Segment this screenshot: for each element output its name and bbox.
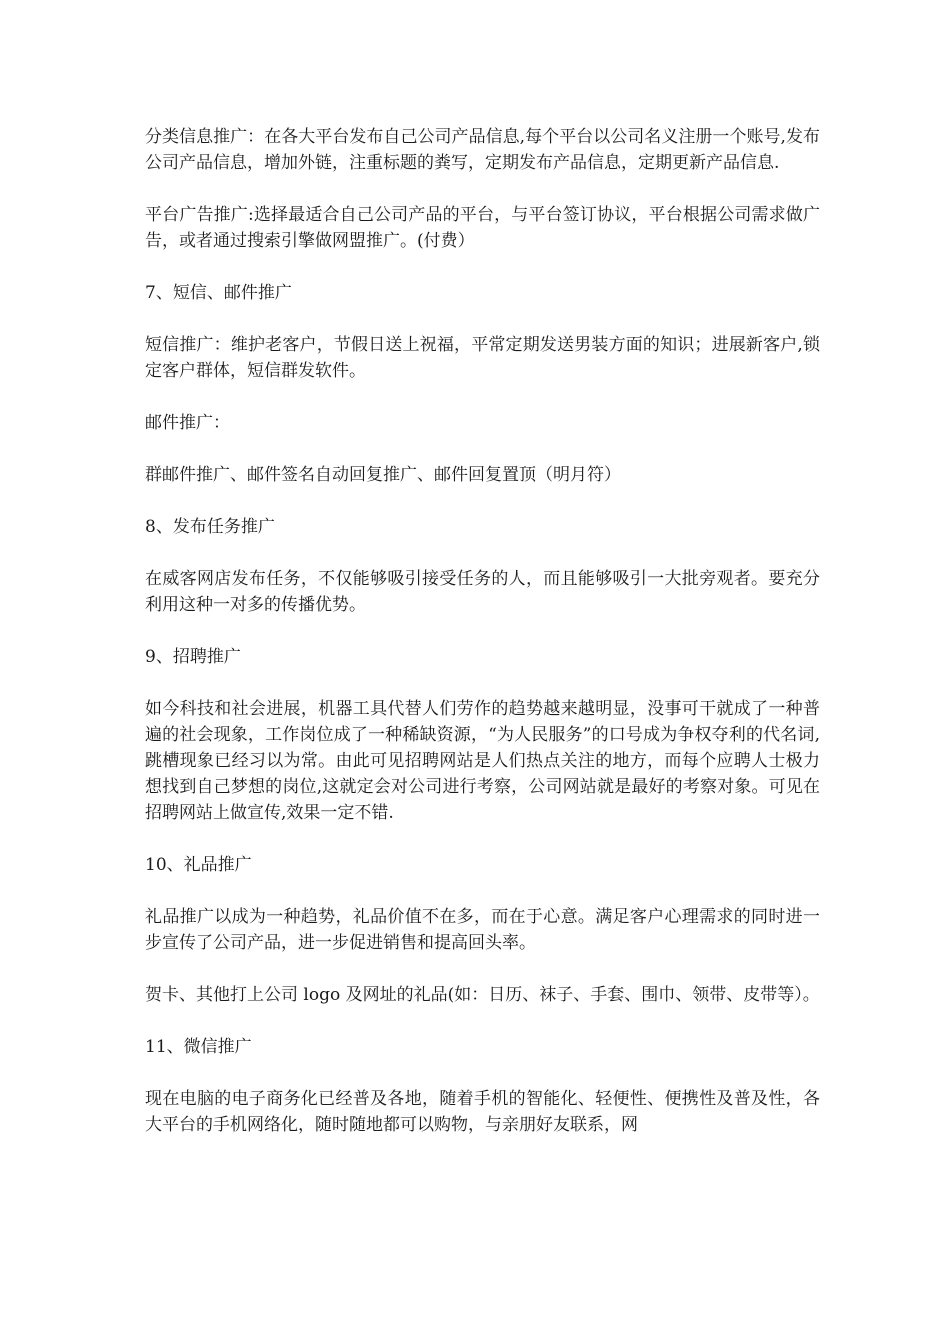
section-heading-10: 10、礼品推广: [145, 855, 252, 875]
section-heading-7: 7、短信、邮件推广: [145, 283, 292, 303]
paragraph-classified-ads: 分类信息推广：在各大平台发布自己公司产品信息,每个平台以公司名义注册一个账号,发布公司产品信息，增加外链，注重标题的粪写，定期发布产品信息，定期更新产品信息.: [145, 127, 820, 173]
section-heading-9: 9、招聘推广: [145, 647, 241, 667]
paragraph-gift-examples: 贺卡、其他打上公司 logo 及网址的礼品(如：日历、袜子、手套、围巾、领带、皮带等）。: [145, 985, 820, 1005]
paragraph-email-methods: 群邮件推广、邮件签名自动回复推广、邮件回复置顶（明月符）: [145, 465, 621, 485]
paragraph-tasks: 在威客网店发布任务，不仅能够吸引接受任务的人，而且能够吸引一大批旁观者。要充分利用这种一对多的传播优势。: [145, 569, 820, 615]
section-heading-8: 8、发布任务推广: [145, 517, 275, 537]
section-heading-11: 11、微信推广: [145, 1037, 252, 1057]
paragraph-sms: 短信推广：维护老客户，节假日送上祝福，平常定期发送男装方面的知识；进展新客户,锁定客户群体，短信群发软件。: [145, 335, 820, 381]
paragraph-email-label: 邮件推广：: [145, 413, 230, 433]
paragraph-wechat: 现在电脑的电子商务化已经普及各地，随着手机的智能化、轻便性、便携性及普及性，各大平台的手机网络化，随时随地都可以购物，与亲朋好友联系，网: [145, 1089, 820, 1135]
paragraph-platform-ads: 平台广告推广:选择最适合自己公司产品的平台，与平台签订协议，平台根据公司需求做广告，或者通过搜索引擎做网盟推广。(付费）: [145, 205, 820, 251]
paragraph-gifts: 礼品推广以成为一种趋势，礼品价值不在多，而在于心意。满足客户心理需求的同时进一步宣传了公司产品，进一步促进销售和提高回头率。: [145, 907, 820, 953]
paragraph-recruitment: 如今科技和社会进展，机器工具代替人们劳作的趋势越来越明显，没事可干就成了一种普遍的社会现象，工作岗位成了一种稀缺资源，“为人民服务”的口号成为争权夺利的代名词,跳槽现象已经习以为常。由此可见招聘网站是人们热点关注的地方，而每个应聘人士极力想找到自己梦想的岗位,这就定会对公司进行考察，公司网站就是最好的考察对象。可见在招聘网站上做宣传,效果一定不错.: [145, 699, 820, 823]
document-page: [145, 124, 820, 1164]
